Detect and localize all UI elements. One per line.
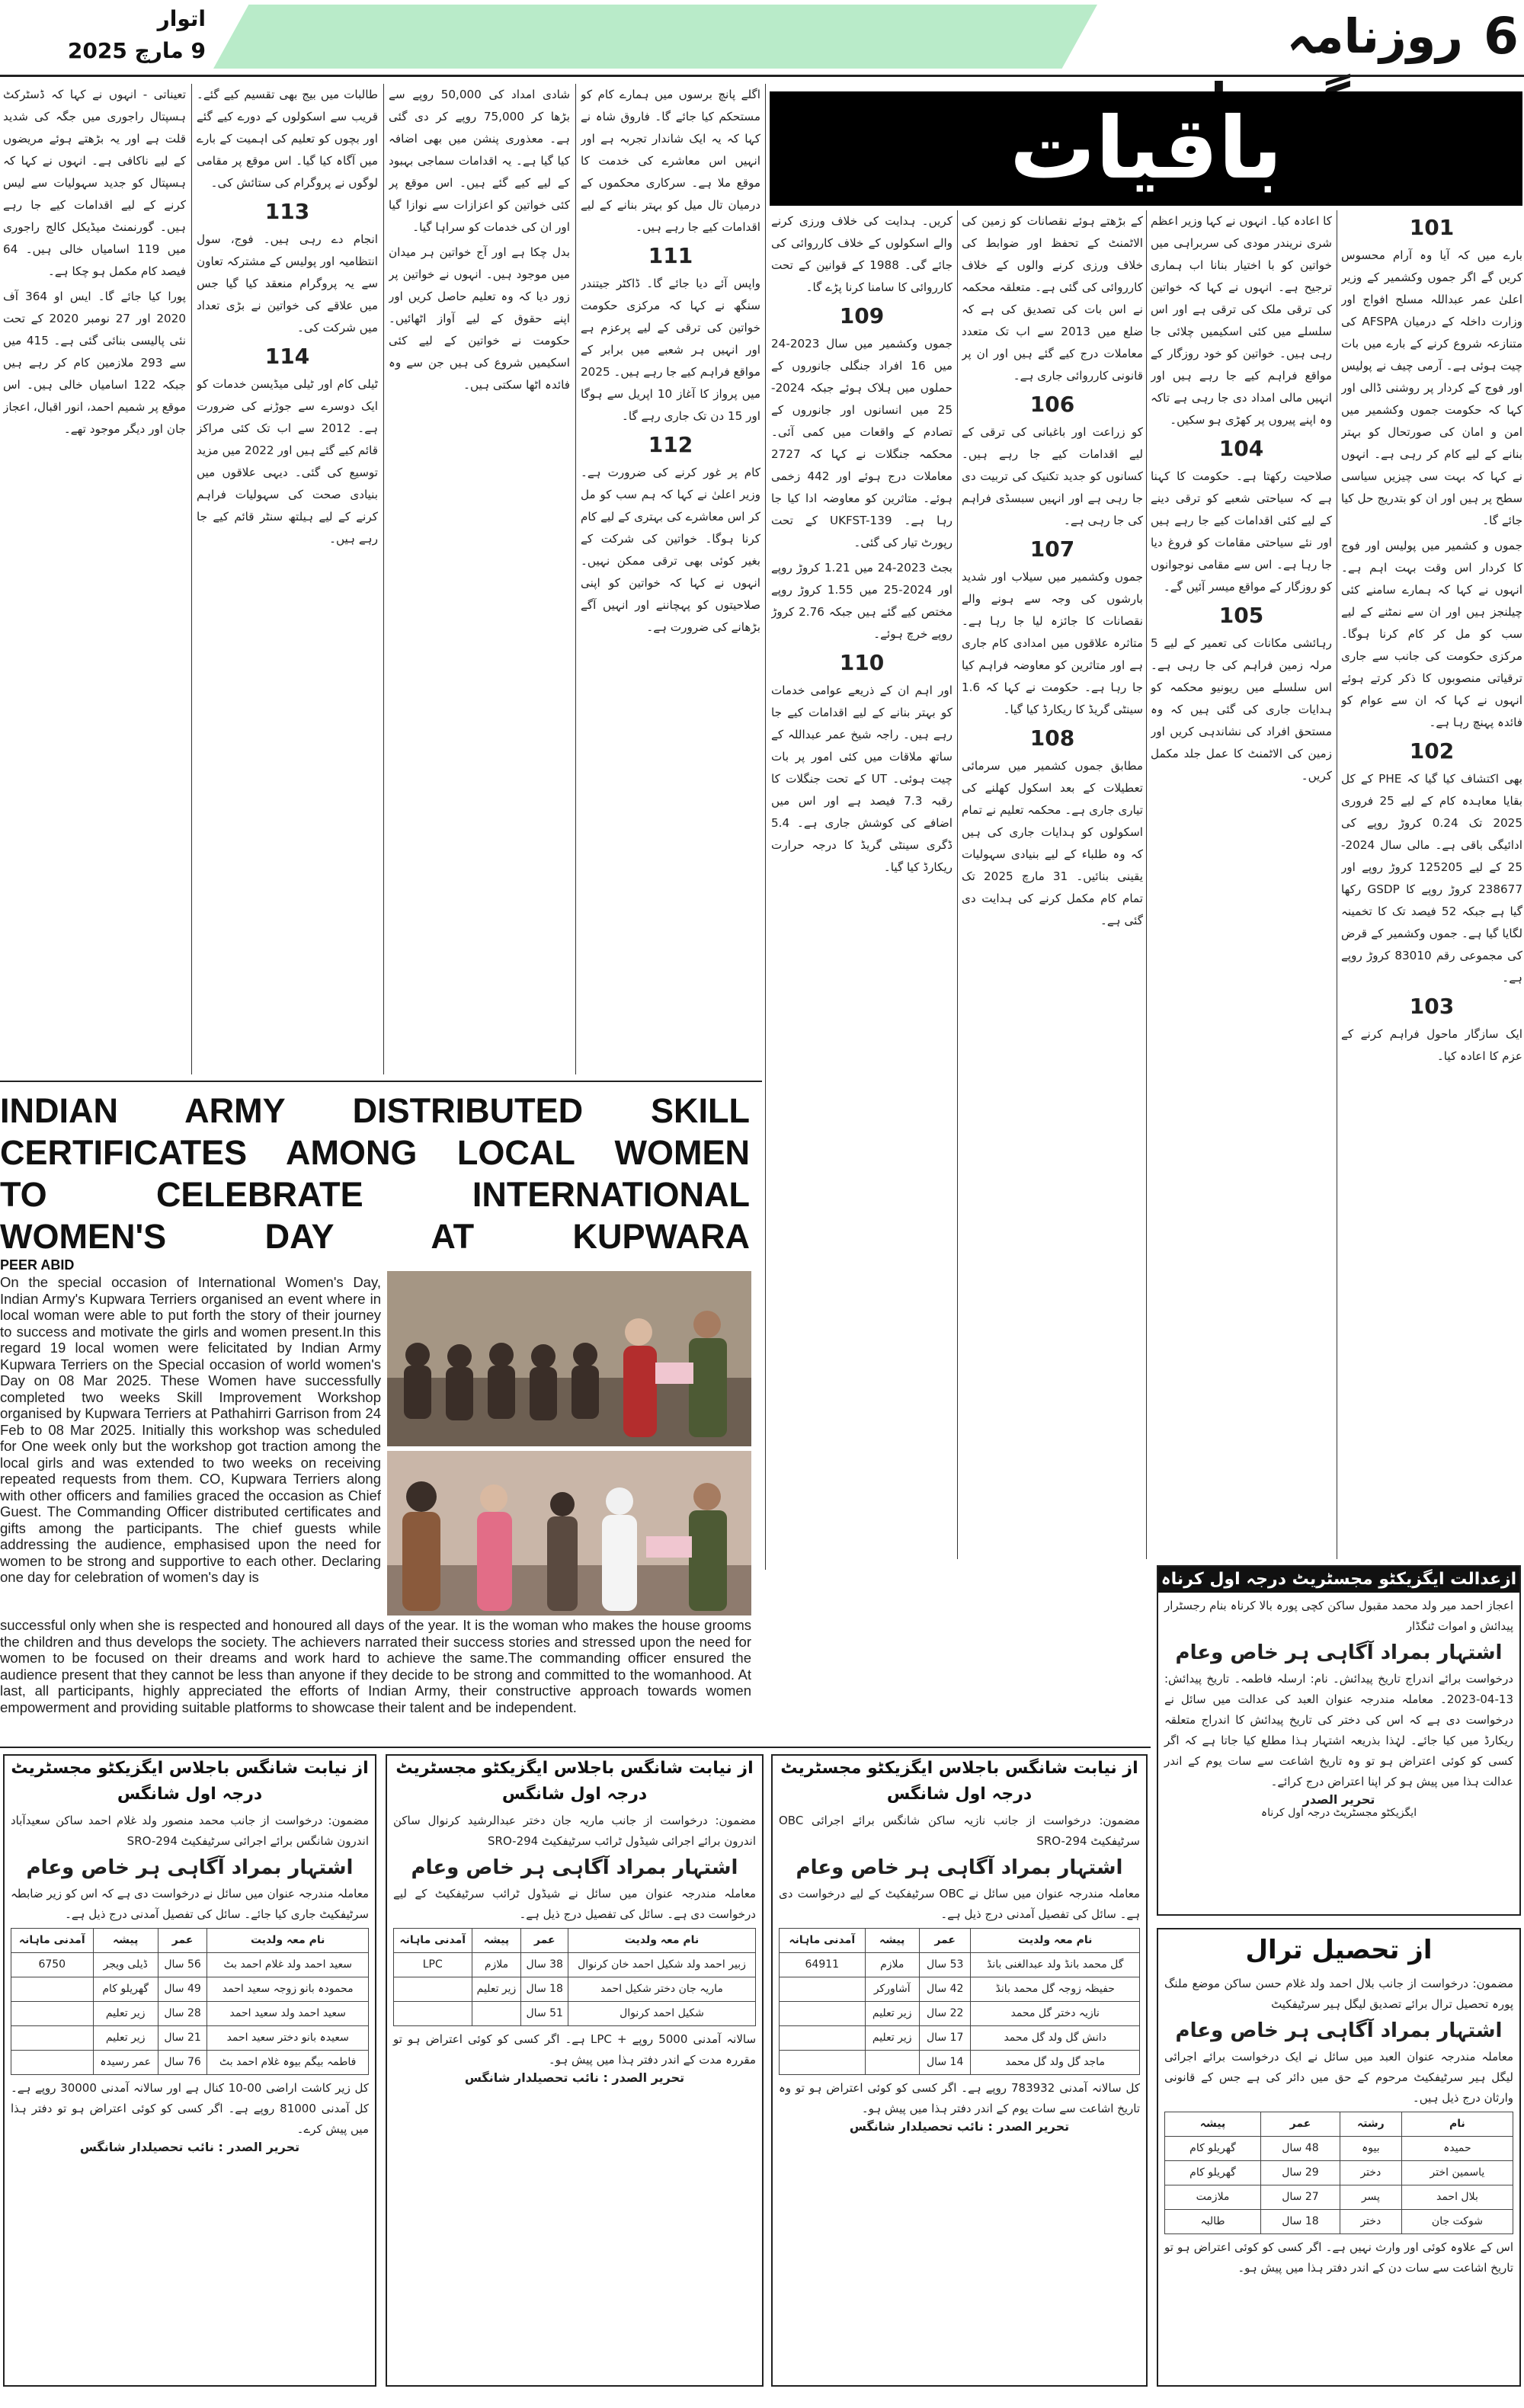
notice-signature: تحریر الصدر : نائب تحصیلدار شانگس: [464, 2070, 685, 2085]
masthead-rule: [0, 75, 1524, 77]
table-cell: ملازم: [472, 1953, 521, 1977]
table-cell: ملازمت: [1165, 2185, 1261, 2210]
newspaper-name: روزنامہ: [1286, 8, 1463, 64]
section-number: 110: [839, 650, 885, 675]
notice-body: معاملہ مندرجہ عنوان العبد میں سائل نے ایک درخواست برائے اجرائی لیگل ہیر سرٹیفکیٹ مرحوم کے حق میں دائر کی ہے جس کے قانونی وارثان درج ذیل ہیں۔: [1164, 2050, 1513, 2105]
section-number: 108: [1029, 725, 1075, 751]
table-cell: آمدنی ماہانہ: [780, 1929, 866, 1953]
notice-signature: تحریر الصدر : نائب تحصیلدار شانگس: [849, 2119, 1070, 2134]
table-cell: دختر: [1340, 2210, 1401, 2234]
table-row: [11, 1977, 369, 2002]
table-cell: محمودہ بانو زوجہ سعید احمد: [207, 1977, 369, 2002]
issue-date-value: 9 مارچ 2025: [67, 38, 206, 63]
table-cell: [472, 2002, 521, 2026]
article-text: جموں و کشمیر میں پولیس اور فوج کا کردار اس وقت بہت اہم ہے۔ انہوں نے کہا کہ ہمارے سامنے کئی چیلنجز ہیں اور ان سے نمٹنے کے لیے سب کو مل کر کام کرنا ہوگا۔ مرکزی حکومت کی جانب سے جاری ترقیاتی منصوبوں کا ذکر کرتے ہوئے انہوں نے کہا کہ ان سے عوام کو فائدہ پہنچ رہا ہے۔: [1341, 539, 1522, 729]
notice-title: از نیابت شانگس باجلاس ایگزیکٹو مجسٹریٹ درجہ اول شانگس: [11, 1759, 369, 1804]
table-cell: پیشہ: [93, 1929, 158, 1953]
notice-heading: اشتہار بمراد آگاہی ہر خاص وعام: [1175, 2019, 1503, 2042]
article-text: شادی امداد کی 50,000 روپے سے بڑھا کر 75,000 روپے کر دی گئی ہے۔ معذوری پنشن میں بھی اضافہ کیا گیا ہے۔ یہ اقدامات سماجی بہبود کے لیے کیے گئے ہیں۔ اس موقع پر کئی خواتین کو اعزازات سے نوازا گیا اور ان کی خدمات کو سراہا گیا۔: [389, 88, 570, 234]
table-row: [780, 2026, 1140, 2051]
english-headline: [0, 1090, 750, 1257]
table-cell: نام معہ ولدیت: [207, 1929, 369, 1953]
table-cell: گھریلو کام: [93, 1977, 158, 2002]
table-cell: [11, 2051, 94, 2075]
table-cell: 38 سال: [521, 1953, 568, 1977]
event-photo-2: [387, 1451, 751, 1615]
family-table: [393, 1928, 756, 2026]
notice-body: معاملہ مندرجہ عنوان میں سائل نے OBC سرٹیفکیٹ کے لیے درخواست دی ہے۔ سائل کی تفصیل آمدنی درج ذیل ہے۔: [779, 1887, 1140, 1921]
section-number: 113: [264, 199, 310, 224]
family-table: [779, 1928, 1140, 2075]
event-photo-1: [387, 1271, 751, 1446]
table-cell: زیر تعلیم: [93, 2026, 158, 2051]
photo-scene-1: [387, 1271, 751, 1446]
table-row: [11, 2002, 369, 2026]
section-number: 111: [648, 243, 693, 268]
table-cell: [11, 2026, 94, 2051]
section-number: 105: [1218, 603, 1264, 628]
section-rule: [0, 1747, 1151, 1748]
notice-heading: اشتہار بمراد آگاہی ہر خاص وعام: [796, 1856, 1123, 1879]
notice-intro: مضمون: درخواست از جانب محمد منصور ولد غلام احمد ساکن سعیدآباد اندرون شانگس برائے اجرائی سرٹیفکیٹ SRO-294: [11, 1814, 369, 1848]
table-cell: عمر: [521, 1929, 568, 1953]
table-cell: 56 سال: [158, 1953, 207, 1977]
table-cell: نازیہ دختر گل محمد: [971, 2002, 1140, 2026]
article-text: رہائشی مکانات کی تعمیر کے لیے 5 مرلہ زمین فراہم کی جا رہی ہے۔ اس سلسلے میں ریونیو محکمہ کو ہدایات جاری کی گئی ہیں کہ وہ مستحق افراد کی نشاندہی کریں اور زمین کی الاٹمنٹ کا عمل جلد مکمل کریں۔: [1151, 636, 1332, 783]
table-cell: 42 سال: [919, 1977, 971, 2002]
section-number: 103: [1409, 994, 1455, 1019]
table-cell: نام: [1401, 2112, 1513, 2137]
notice-footer: کل زیر کاشت اراضی 00-10 کنال ہے اور سالانہ آمدنی 30000 روپے ہے۔ کل آمدنی 81000 روپے ہے۔ اگر کسی کو کوئی اعتراض ہو تو دفتر ہذا میں پیش کرے۔: [11, 2081, 369, 2136]
notice-box-1: [3, 1754, 376, 2387]
table-cell: شوکت جان: [1401, 2210, 1513, 2234]
table-header-row: [11, 1929, 369, 1953]
table-cell: زیر تعلیم: [93, 2002, 158, 2026]
section-number: 106: [1029, 392, 1075, 417]
article-text: کے بڑھتے ہوئے نقصانات کو زمین کی الاٹمنٹ کے تحفظ اور ضوابط کی خلاف ورزی کرنے والوں کے خلاف کارروائی کی گئی ہے۔ متعلقہ محکمہ نے اس بات کی تصدیق کی ہے کہ ضلع میں 2013 سے اب تک متعدد معاملات درج کیے گئے ہیں اور ان پر قانونی کارروائی جاری ہے۔: [962, 214, 1143, 383]
table-cell: 53 سال: [919, 1953, 971, 1977]
baqiyat-banner: باقیات: [770, 91, 1522, 206]
notice-heading: اشتہار بمراد آگاہی ہر خاص وعام: [26, 1856, 354, 1879]
section-number: 114: [264, 344, 310, 369]
article-text: تعیناتی - انہوں نے کہا کہ ڈسٹرکٹ ہسپتال راجوری میں جگہ کی شدید قلت ہے اور یہ بڑھتے ہوئے مریضوں کے لیے ناکافی ہے۔ انہوں نے کہا کہ ہسپتال کو جدید سہولیات سے لیس کرنے کے لیے اقدامات کیے جا رہے ہیں۔ گورنمنٹ میڈیکل کالج راجوری میں 119 اسامیاں خالی ہیں۔ 64 فیصد کام مکمل ہو چکا ہے۔: [3, 88, 186, 278]
tehsil-tral-notice: [1157, 1928, 1521, 2387]
court-notice-karnah: [1157, 1565, 1521, 1916]
table-cell: [394, 2002, 472, 2026]
table-header-row: [1165, 2112, 1513, 2137]
table-cell: LPC: [394, 1953, 472, 1977]
article-text: کریں۔ ہدایت کی خلاف ورزی کرنے والے اسکولوں کے خلاف کارروائی کی جائے گی۔ 1988 کے قوانین کے تحت کارروائی کا سامنا کرنا پڑے گا۔: [771, 214, 952, 294]
column-divider: [383, 84, 384, 1074]
baqiyat-column-3: [962, 210, 1143, 1559]
article-text: پورا کیا جائے گا۔ ایس او 364 آف 2020 اور 27 نومبر 2020 کے تحت نئی پالیسی بنائی گئی ہے۔ 415 میں سے 293 ملازمین کام کر رہے ہیں جبکہ 122 اسامیاں خالی ہیں۔ اس موقع پر شمیم احمد، انور اقبال، اعجاز جان اور دیگر موجود تھے۔: [3, 290, 186, 436]
article-text: کا اعادہ کیا۔ انہوں نے کہا وزیر اعظم شری نریندر مودی کی سربراہی میں خواتین کو با اختیار بنانا اب ہماری ترجیح ہے۔ انہوں نے کہا کہ خواتین کی ترقی ملک کی ترقی ہے اور اس سلسلے میں کئی اسکیمیں چلائی جا رہی ہیں۔ خواتین کو خود روزگار کے مواقع فراہم کیے جا رہے ہیں اور انہیں مالی امداد دی جا رہی ہے تاکہ وہ اپنے پیروں پر کھڑی ہو سکیں۔: [1151, 214, 1332, 427]
section-number: 109: [839, 303, 885, 328]
table-cell: 14 سال: [919, 2051, 971, 2075]
table-row: [780, 1953, 1140, 1977]
notice-body: درخواست برائے اندراج تاریخ پیدائش۔ نام: ارسلہ فاطمہ۔ تاریخ پیدائش: 13-04-2023۔ معاملہ مندرجہ عنوان العبد کی عدالت میں سائل نے درخواست دی ہے کہ اس کی دختر کی تاریخ پیدائش کا اندراج متعلقہ ریکارڈ میں کیا جائے۔ لہٰذا بذریعہ اشتہار ہذا مطلع کیا جاتا ہے کہ اگر کسی کو کوئی اعتراض ہو تو وہ تاریخ اشاعت سے سات یوم کے اندر عدالت ہذا میں پیش ہو کر اپنا اعتراض درج کرائے۔: [1164, 1672, 1513, 1788]
headline-line: TO CELEBRATE INTERNATIONAL: [0, 1175, 750, 1214]
issue-day: اتوار: [157, 6, 206, 31]
table-row: [1165, 2210, 1513, 2234]
notice-signature: تحریر الصدر: [1302, 1792, 1375, 1807]
table-cell: حمیدہ: [1401, 2137, 1513, 2161]
notice-title: از تحصیل ترال: [1245, 1935, 1433, 1965]
table-cell: سعیدہ بانو دختر سعید احمد: [207, 2026, 369, 2051]
article-text: اگلے پانچ برسوں میں ہمارے کام کو مستحکم کیا جائے گا۔ فاروق شاہ نے کہا کہ یہ ایک شاندار تجربہ ہے اور انہیں اس معاشرے کی خدمت کا موقع ملا ہے۔ سرکاری محکموں کے درمیان تال میل کو بہتر بنانے کے لیے اقدامات کیے جا رہے ہیں۔: [581, 88, 760, 234]
article-text: واپس آئے دیا جائے گا۔ ڈاکٹر جیتندر سنگھ نے کہا کہ مرکزی حکومت خواتین کی ترقی کے لیے پرعزم ہے اور انہیں ہر شعبے میں برابر کے مواقع فراہم کیے جا رہے ہیں۔ 2025 میں پرواز کا آغاز 10 اپریل سے ہوگا اور 15 دن تک جاری رہے گا۔: [581, 277, 760, 423]
notice-content: [1158, 1593, 1519, 1914]
table-cell: بلال احمد: [1401, 2185, 1513, 2210]
table-cell: سعید احمد ولد غلام احمد بٹ: [207, 1953, 369, 1977]
notice-box-2: [386, 1754, 764, 2387]
table-cell: 18 سال: [521, 1977, 568, 2002]
column-divider: [191, 84, 192, 1074]
article-text: جموں وکشمیر میں سیلاب اور شدید بارشوں کی وجہ سے ہونے والے نقصانات کا جائزہ لیا جا رہا ہے۔ متاثرہ علاقوں میں امدادی کام جاری ہے اور متاثرین کو معاوضہ فراہم کیا جا رہا ہے۔ حکومت نے کہا کہ 1.6 سینٹی گریڈ کا ریکارڈ کیا گیا۔: [962, 570, 1143, 716]
section-number: 102: [1409, 738, 1455, 764]
table-cell: زیر تعلیم: [865, 2002, 919, 2026]
notice-heading: اشتہار بمراد آگاہی ہر خاص وعام: [1175, 1641, 1503, 1664]
table-cell: زبیر احمد ولد شکیل احمد خان کرنوال: [568, 1953, 755, 1977]
english-body-bottom: successful only when she is respected and honoured all days of the year. It is the woman who makes the house grooms the children and thus develops the society. The achievers narrated their success stories and stressed upon the need for women to be focused on their dreams and work hard to achieve the same.The commanding officer ensured the audience present that they cannot be less than anyone if they decide to be strong and committed to the womanhood. At last, all participants, highly appreciated the efforts of Indian Army, their constructive approach towards women empowerment and providing suitable platforms to showcase their talent and be independent.: [0, 1617, 751, 1715]
table-cell: دانش گل ولد گل محمد: [971, 2026, 1140, 2051]
table-cell: گھریلو کام: [1165, 2137, 1261, 2161]
table-cell: طالبہ: [1165, 2210, 1261, 2234]
notice-footer: اس کے علاوہ کوئی اور وارث نہیں ہے۔ اگر کسی کو کوئی اعتراض ہو تو تاریخ اشاعت سے سات دن کے اندر دفتر ہذا میں پیش ہو۔: [1164, 2240, 1513, 2275]
byline: PEER ABID: [0, 1257, 75, 1273]
notice-title: از نیابت شانگس باجلاس ایگزیکٹو مجسٹریٹ درجہ اول شانگس: [395, 1759, 754, 1804]
article-text: کو زراعت اور باغبانی کی ترقی کے لیے اقدامات کیے جا رہے ہیں۔ کسانوں کو جدید تکنیک کی تربیت دی جا رہی ہے اور انہیں سبسڈی فراہم کی جا رہی ہے۔: [962, 425, 1143, 527]
column-divider: [575, 84, 576, 1074]
table-cell: زیر تعلیم: [472, 1977, 521, 2002]
notice-intro: مضمون: درخواست از جانب بلال احمد ولد غلام حسن ساکن موضع ملنگ پورہ تحصیل ترال برائے تصدیق لیگل ہیر سرٹیفکیٹ: [1164, 1977, 1513, 2011]
family-table: [11, 1928, 369, 2075]
table-cell: [780, 1977, 866, 2002]
article-text: جموں وکشمیر میں سال 2023-24 میں 16 افراد جنگلی جانوروں کے حملوں میں ہلاک ہوئے جبکہ 2024-25 میں انسانوں اور جانوروں کے تصادم کے واقعات میں کمی آئی۔ محکمہ جنگلات نے کہا کہ 2727 معاملات درج ہوئے اور 442 زخمی ہوئے۔ متاثرین کو معاوضہ ادا کیا جا رہا ہے۔ UKFST-139 کے تحت رپورٹ تیار کی گئی۔: [771, 337, 952, 549]
table-cell: عمر رسیدہ: [93, 2051, 158, 2075]
table-cell: گل محمد بانڈ ولد عبدالغنی بانڈ: [971, 1953, 1140, 1977]
table-cell: [780, 2026, 866, 2051]
notice-content: [773, 1808, 1146, 2408]
newspaper-title: [1105, 5, 1463, 69]
table-cell: 29 سال: [1261, 2161, 1340, 2185]
table-cell: آمدنی ماہانہ: [394, 1929, 472, 1953]
table-cell: پیشہ: [472, 1929, 521, 1953]
table-cell: 22 سال: [919, 2002, 971, 2026]
table-cell: ماجد گل ولد گل محمد: [971, 2051, 1140, 2075]
page-number: 6: [1484, 7, 1519, 66]
table-cell: [11, 2002, 94, 2026]
table-cell: فاطمہ بیگم بیوہ غلام احمد بٹ: [207, 2051, 369, 2075]
table-cell: بیوہ: [1340, 2137, 1401, 2161]
article-text: طالبات میں بیج بھی تقسیم کیے گئے۔ قریب سے اسکولوں کے دورے کیے گئے اور بچوں کو تعلیم کی اہمیت کے بارے میں آگاہ کیا گیا۔ اس موقع پر مقامی لوگوں نے پروگرام کی ستائش کی۔: [197, 88, 378, 190]
table-cell: 48 سال: [1261, 2137, 1340, 2161]
notice-intro: مضمون: درخواست از جانب نازیہ ساکن شانگس برائے اجرائی OBC سرٹیفکیٹ SRO-294: [779, 1814, 1140, 1848]
article-text: بجٹ 2023-24 میں 1.21 کروڑ روپے اور 2024-25 میں 1.55 کروڑ روپے مختص کیے گئے ہیں جبکہ 2.76 کروڑ روپے خرچ ہوئے۔: [771, 561, 952, 641]
table-cell: سعید احمد ولد سعید احمد: [207, 2002, 369, 2026]
table-cell: پیشہ: [865, 1929, 919, 1953]
issue-date: [0, 3, 206, 72]
headline-line: CERTIFICATES AMONG LOCAL WOMEN: [0, 1133, 750, 1172]
notice-body: معاملہ مندرجہ عنوان میں سائل نے درخواست دی ہے کہ اس کو زیر ضابطہ سرٹیفکیٹ جاری کیا جائے۔ سائل کی تفصیل آمدنی درج ذیل ہے۔: [11, 1887, 369, 1921]
table-cell: ملازم: [865, 1953, 919, 1977]
table-row: [394, 1953, 756, 1977]
table-cell: [394, 1977, 472, 2002]
table-cell: عمر: [158, 1929, 207, 1953]
section-number: 104: [1218, 436, 1264, 461]
table-cell: 51 سال: [521, 2002, 568, 2026]
section-number: 107: [1029, 536, 1075, 562]
section-number: 112: [648, 432, 693, 457]
table-cell: پسر: [1340, 2185, 1401, 2210]
table-cell: یاسمین اختر: [1401, 2161, 1513, 2185]
table-cell: 49 سال: [158, 1977, 207, 2002]
table-cell: 18 سال: [1261, 2210, 1340, 2234]
section-rule: [0, 1081, 762, 1082]
table-cell: 76 سال: [158, 2051, 207, 2075]
article-text: بھی اکتشاف کیا گیا کہ PHE کے کل بقایا معاہدہ کام کے لیے 25 فروری 2025 تک 0.24 کروڑ روپے کی ادائیگی باقی ہے۔ مالی سال 2024-25 کے لیے 125205 کروڑ روپے اور 238677 کروڑ روپے کا GSDP رکھا گیا ہے جبکہ 52 فیصد تک کا تخمینہ لگایا گیا ہے۔ جموں وکشمیر کے قرض کی مجموعی رقم 83010 کروڑ روپے ہے۔: [1341, 772, 1522, 985]
notice-content: [1158, 1971, 1519, 2388]
notice-signature: تحریر الصدر : نائب تحصیلدار شانگس: [79, 2140, 300, 2154]
table-row: [780, 2002, 1140, 2026]
headline-line: WOMEN'S DAY AT KUPWARA: [0, 1217, 750, 1256]
table-row: [394, 1977, 756, 2002]
table-row: [11, 1953, 369, 1977]
table-cell: گھریلو کام: [1165, 2161, 1261, 2185]
urdu-column-8: [3, 84, 186, 1074]
notice-intro: اعجاز احمد میر ولد محمد مقبول ساکن کچی پورہ بالا کرناہ بنام رجسٹرار پیدائش و اموات ٹنگڈار: [1164, 1599, 1513, 1633]
column-divider: [957, 210, 958, 1559]
notice-footer: کل سالانہ آمدنی 783932 روپے ہے۔ اگر کسی کو کوئی اعتراض ہو تو وہ تاریخ اشاعت سے سات یوم کے اندر دفتر ہذا میں پیش ہو۔: [779, 2081, 1140, 2115]
table-cell: زیر تعلیم: [865, 2026, 919, 2051]
urdu-column-7: [197, 84, 378, 1074]
notice-footer: سالانہ آمدنی 5000 روپے + LPC ہے۔ اگر کسی کو کوئی اعتراض ہو تو مقررہ مدت کے اندر دفتر ہذا میں پیش ہو۔: [393, 2032, 757, 2067]
table-cell: 27 سال: [1261, 2185, 1340, 2210]
baqiyat-column-1: [1341, 210, 1522, 1734]
table-row: [11, 2051, 369, 2075]
table-header-row: [394, 1929, 756, 1953]
baqiyat-column-2: [1151, 210, 1332, 1559]
table-cell: 64911: [780, 1953, 866, 1977]
table-cell: آشاورکر: [865, 1977, 919, 2002]
article-text: بارے میں کہ آیا وہ آرام محسوس کریں گے اگر جموں وکشمیر کے وزیر اعلیٰ عمر عبداللہ مسلح افواج اور وزارت داخلہ کے درمیان AFSPA کی متنازعہ شروع کرنے کے بارے میں بات چیت ہوئی ہے۔ آرمی چیف نے پولیس اور فوج کے کردار پر روشنی ڈالی اور کہا کہ حکومت جموں وکشمیر میں امن و امان کی صورتحال کو بہتر بنانے کے لیے کام کر رہی ہے۔ انہوں نے کہا کہ بہت سی چیزیں سیاسی سطح پر ہیں اور ان کو بتدریج حل کیا جائے گا۔: [1341, 248, 1522, 527]
article-text: انجام دے رہی ہیں۔ فوج، سول انتظامیہ اور پولیس کے مشترکہ تعاون سے یہ پروگرام منعقد کیا گیا جس میں علاقے کی خواتین نے بڑی تعداد میں شرکت کی۔: [197, 232, 378, 335]
article-text: کام پر غور کرنے کی ضرورت ہے۔ وزیر اعلیٰ نے کہا کہ ہم سب کو مل کر اس معاشرے کی بہتری کے لیے کام کرنا ہوگا۔ خواتین کی شرکت کے بغیر کوئی بھی ترقی ممکن نہیں۔ انہوں نے کہا کہ خواتین کو اپنی صلاحیتوں کو پہچاننے اور انہیں آگے بڑھانے کی ضرورت ہے۔: [581, 466, 760, 634]
article-text: اور اہم ان کے ذریعے عوامی خدمات کو بہتر بنانے کے لیے اقدامات کیے جا رہے ہیں۔ راجہ شیخ عمر عبداللہ کے ساتھ ملاقات میں کئی امور پر بات چیت ہوئی۔ UT کے تحت جنگلات کا رقبہ 7.3 فیصد ہے اور اس میں اضافے کی کوشش جاری ہے۔ 5.4 ڈگری سینٹی گریڈ کا درجہ حرارت ریکارڈ کیا گیا۔: [771, 684, 952, 874]
table-row: [11, 2026, 369, 2051]
table-row: [1165, 2161, 1513, 2185]
notice-content: [5, 1808, 375, 2408]
masthead: [0, 0, 1524, 76]
table-cell: نام معہ ولدیت: [568, 1929, 755, 1953]
table-cell: 17 سال: [919, 2026, 971, 2051]
notice-title: ازعدالت ایگزیکٹو مجسٹریٹ درجہ اول کرناہ: [1158, 1567, 1519, 1593]
table-row: [780, 1977, 1140, 2002]
table-cell: پیشہ: [1165, 2112, 1261, 2137]
notice-title: از نیابت شانگس باجلاس ایگزیکٹو مجسٹریٹ درجہ اول شانگس: [780, 1759, 1138, 1804]
notice-intro: مضمون: درخواست از جانب ماریہ جان دختر عبدالرشید کرنوال ساکن اندرون برائے اجرائی شیڈول ٹرائب سرٹیفکیٹ SRO-294: [393, 1814, 756, 1848]
article-text: ٹیلی کام اور ٹیلی میڈیسن خدمات کو ایک دوسرے سے جوڑنے کی ضرورت ہے۔ 2012 سے اب تک کئی مراکز قائم کیے گئے ہیں اور 2022 میں مزید توسیع کی گئی۔ دیہی علاقوں میں بنیادی صحت کی سہولیات فراہم کرنے کے لیے ہیلتھ سنٹر قائم کیے جا رہے ہیں۔: [197, 377, 378, 546]
table-header-row: [780, 1929, 1140, 1953]
table-cell: 21 سال: [158, 2026, 207, 2051]
column-divider: [1146, 210, 1147, 1559]
table-row: [1165, 2185, 1513, 2210]
article-text: مطابق جموں کشمیر میں سرمائی تعطیلات کے بعد اسکول کھلنے کی تیاری جاری ہے۔ محکمہ تعلیم نے تمام اسکولوں کو ہدایات جاری کی ہیں کہ وہ طلباء کے لیے بنیادی سہولیات یقینی بنائیں۔ 31 مارچ 2025 تک تمام کام مکمل کرنے کی ہدایت دی گئی ہے۔: [962, 759, 1143, 927]
section-number: 101: [1409, 215, 1455, 240]
notice-signature-office: ایگزیکٹو مجسٹریٹ درجہ اول کرناہ: [1260, 1807, 1417, 1819]
article-text: ایک سازگار ماحول فراہم کرنے کے عزم کا اعادہ کیا۔: [1341, 1027, 1522, 1063]
table-row: [780, 2051, 1140, 2075]
table-cell: حفیظہ زوجہ گل محمد بانڈ: [971, 1977, 1140, 2002]
table-row: [1165, 2137, 1513, 2161]
table-cell: [11, 1977, 94, 2002]
heirs-table: [1164, 2112, 1513, 2234]
article-text: بدل چکا ہے اور آج خواتین ہر میدان میں موجود ہیں۔ انہوں نے خواتین پر زور دیا کہ وہ تعلیم حاصل کریں اور اپنے حقوق کے لیے آواز اٹھائیں۔ حکومت نے خواتین کے لیے کئی اسکیمیں شروع کی ہیں جن سے وہ فائدہ اٹھا سکتی ہیں۔: [389, 245, 570, 392]
table-cell: [865, 2051, 919, 2075]
table-cell: 6750: [11, 1953, 94, 1977]
notice-content: [387, 1808, 762, 2408]
headline-line: INDIAN ARMY DISTRIBUTED SKILL: [0, 1091, 750, 1130]
table-cell: شکیل احمد کرنوال: [568, 2002, 755, 2026]
photo-scene-2: [387, 1451, 751, 1615]
table-cell: دختر: [1340, 2161, 1401, 2185]
table-cell: [780, 2002, 866, 2026]
english-body-top: On the special occasion of International Women's Day, Indian Army's Kupwara Terriers organised an event where in local woman were able to put forth the story of their journey to success and motivate the girls and women present.In this regard 19 local women were felicitated by Indian Army Kupwara Terriers on the Special occasion of world women's Day on 08 Mar 2025. These Women have successfully completed two weeks Skill Improvement Workshop organised by Kupwara Terriers at Pathahirri Garrison from 24 Feb to 08 Mar 2025. Initially this workshop was scheduled for One week only but the workshop got traction among the local girls and was extended to two weeks on receiving repeated requests from them. CO, Kupwara Terriers along with other officers and families graced the occasion as Chief Guest. The Commanding Officer distributed certificates and gifts among the participants. The chief guests while addressing the audience, emphasised upon the need for women to be strong and supportive to each other. Declaring one day for celebration of women's day is: [0, 1274, 381, 1585]
column-divider: [765, 84, 766, 1570]
table-cell: نام معہ ولدیت: [971, 1929, 1140, 1953]
table-cell: [780, 2051, 866, 2075]
table-cell: رشتہ: [1340, 2112, 1401, 2137]
table-cell: 28 سال: [158, 2002, 207, 2026]
baqiyat-column-4: [771, 210, 952, 1559]
table-cell: آمدنی ماہانہ: [11, 1929, 94, 1953]
table-cell: عمر: [1261, 2112, 1340, 2137]
notice-box-3: [771, 1754, 1148, 2387]
notice-heading: اشتہار بمراد آگاہی ہر خاص وعام: [411, 1856, 738, 1879]
article-text: صلاحیت رکھتا ہے۔ حکومت کا کہنا ہے کہ سیاحتی شعبے کو ترقی دینے کے لیے کئی اقدامات کیے جا رہے ہیں اور نئے سیاحتی مقامات کو فروغ دیا جا رہا ہے۔ اس سے مقامی نوجوانوں کو روزگار کے مواقع میسر آئیں گے۔: [1151, 469, 1332, 594]
table-cell: ڈیلی ویجر: [93, 1953, 158, 1977]
urdu-column-5: [581, 84, 760, 1074]
table-cell: ماریہ جان دختر شکیل احمد: [568, 1977, 755, 2002]
masthead-band: [213, 5, 1097, 69]
notice-body: معاملہ مندرجہ عنوان میں سائل نے شیڈول ٹرائب سرٹیفکیٹ کے لیے درخواست دی ہے۔ سائل کی تفصیل درج ذیل ہے۔: [393, 1887, 756, 1921]
table-row: [394, 2002, 756, 2026]
urdu-column-6: [389, 84, 570, 1074]
table-cell: عمر: [919, 1929, 971, 1953]
